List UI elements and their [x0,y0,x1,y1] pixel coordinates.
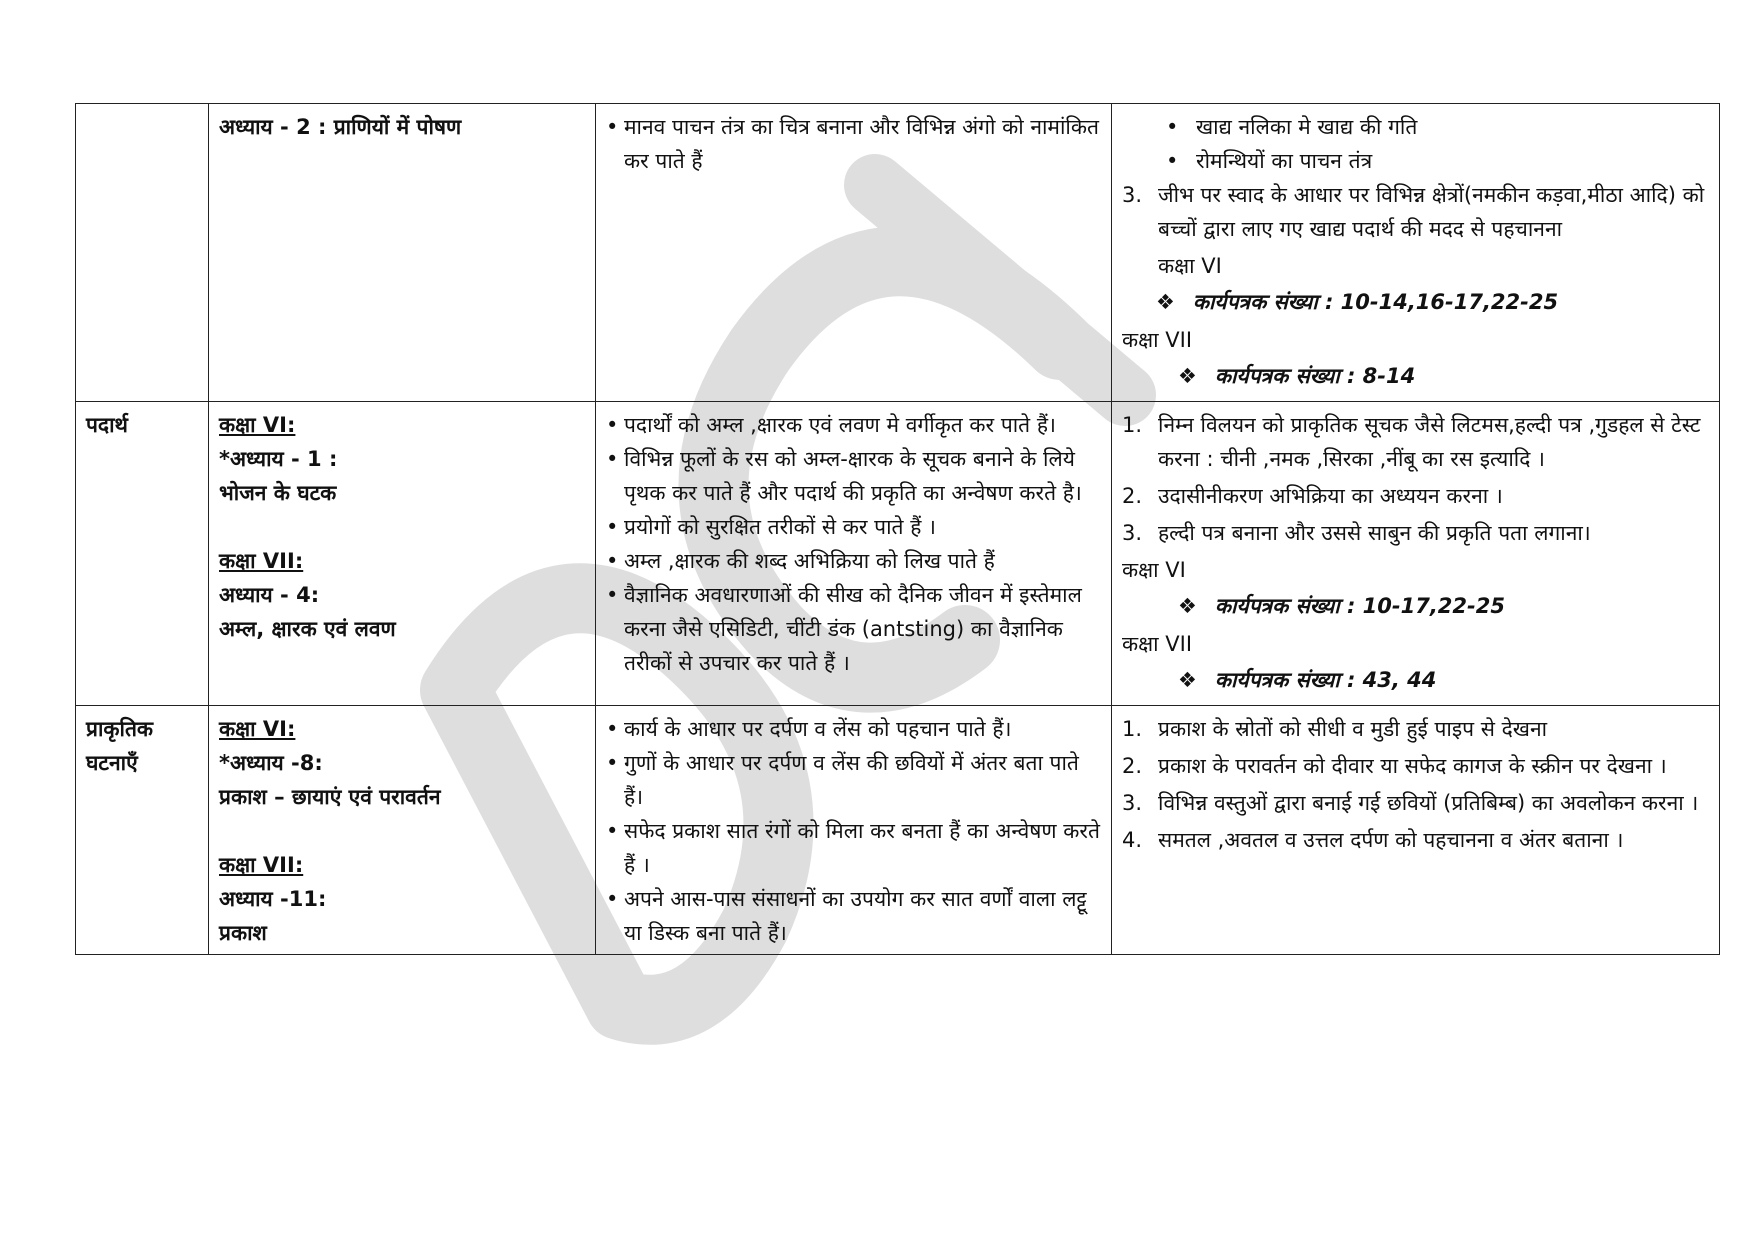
activity-item [1122,178,1709,246]
activity-text: विभिन्न वस्तुओं द्वारा बनाई गई छवियों (प्रतिबिम्ब) का अवलोकन करना । [1158,791,1699,815]
table-row [76,402,1720,706]
activities-list [1122,178,1709,246]
chapter-cell [209,104,596,402]
table-row [76,706,1720,955]
worksheet-line [1122,589,1709,623]
activities-cell [1112,104,1720,402]
outcome-item: • मानव पाचन तंत्र का चित्र बनाना और विभिन्न अंगो को नामांकित कर पाते हैं [606,110,1101,178]
activity-number: 3. [1122,791,1143,815]
activity-text: प्रकाश के स्रोतों को सीधी व मुडी हुई पाइप से देखना [1158,717,1548,741]
outcome-item: • वैज्ञानिक अवधारणाओं की सीख को दैनिक जीवन में इस्तेमाल करना जैसे एसिडिटी, चींटी डंक (antsting) का वैज्ञानिक तरीकों से उपचार कर पाते हैं । [606,578,1101,680]
topic-label: पदार्थ [86,413,128,437]
activity-text: निम्न विलयन को प्राकृतिक सूचक जैसे लिटमस,हल्दी पत्र ,गुडहल से टेस्ट करना : चीनी ,नमक ,सिरका ,नींबू का रस इत्यादि । [1158,413,1701,471]
outcomes-list [606,110,1101,178]
activity-text: उदासीनीकरण अभिक्रिया का अध्ययन करना । [1158,484,1503,508]
worksheet-line [1122,663,1709,697]
chapter-title: *अध्याय -8: [219,751,323,775]
activities-cell [1112,402,1720,706]
worksheet-line [1122,359,1709,393]
outcome-item: • अपने आस-पास संसाधनों का उपयोग कर सात वर्णों वाला लट्टू या डिस्क बना पाते हैं। [606,882,1101,950]
activities-list [1122,712,1709,857]
activity-number: 4. [1122,828,1143,852]
class-heading: कक्षा VI: [219,717,296,741]
activity-sub-item: • रोमन्थियों का पाचन तंत्र [1166,144,1709,178]
activity-text: हल्दी पत्र बनाना और उससे साबुन की प्रकृति पता लगाना। [1158,521,1591,545]
worksheet-numbers: कार्यपत्रक संख्या : 10-17,22-25 [1214,594,1505,618]
class-heading: कक्षा VII: [219,853,304,877]
activity-item [1122,408,1709,476]
outcomes-list [606,712,1101,950]
outcome-item: • विभिन्न फूलों के रस को अम्ल-क्षारक के सूचक बनाने के लिये पृथक कर पाते हैं और पदार्थ की प्रकृति का अन्वेषण करते है। [606,442,1101,510]
outcome-item: • कार्य के आधार पर दर्पण व लेंस को पहचान पाते हैं। [606,712,1101,746]
activity-sub-item: • खाद्य नलिका मे खाद्य की गति [1166,110,1709,144]
activity-number: 3. [1122,521,1143,545]
activity-number: 3. [1122,183,1143,207]
activity-item [1122,786,1709,820]
worksheet-numbers: कार्यपत्रक संख्या : 43, 44 [1214,668,1437,692]
activity-number: 1. [1122,413,1143,437]
outcomes-cell [596,706,1112,955]
chapter-title: भोजन के घटक [219,481,337,505]
activities-cell [1112,706,1720,955]
chapter-title: अध्याय - 2 : प्राणियों में पोषण [219,115,462,139]
activities-list [1122,408,1709,550]
activity-text: प्रकाश के परावर्तन को दीवार या सफेद कागज के स्क्रीन पर देखना । [1158,754,1667,778]
worksheet-line [1122,285,1709,319]
class-heading: कक्षा VII: [219,549,304,573]
chapter-title: प्रकाश [219,921,267,945]
outcome-item: • गुणों के आधार पर दर्पण व लेंस की छवियों में अंतर बता पाते हैं। [606,746,1101,814]
diamond-bullet-icon: ❖ [1178,364,1197,388]
outcome-item: • प्रयोगों को सुरक्षित तरीकों से कर पाते हैं । [606,510,1101,544]
chapter-title: अम्ल, क्षारक एवं लवण [219,617,396,641]
topic-cell [76,104,209,402]
outcomes-cell [596,104,1112,402]
diamond-bullet-icon: ❖ [1178,594,1197,618]
class-heading: कक्षा VI: [219,413,296,437]
activity-item [1122,712,1709,746]
outcome-item: • सफेद प्रकाश सात रंगों को मिला कर बनता हैं का अन्वेषण करते हैं । [606,814,1101,882]
chapter-title: अध्याय - 4: [219,583,320,607]
activity-text: समतल ,अवतल व उत्तल दर्पण को पहचानना व अंतर बताना । [1158,828,1624,852]
activity-number: 2. [1122,754,1143,778]
table-row [76,104,1720,402]
activity-item [1122,516,1709,550]
worksheet-class-label: कक्षा VII [1122,632,1193,656]
worksheet-class-label: कक्षा VI [1122,558,1186,582]
topic-cell [76,402,209,706]
activity-number: 2. [1122,484,1143,508]
outcome-item: • अम्ल ,क्षारक की शब्द अभिक्रिया को लिख पाते हैं [606,544,1101,578]
chapter-title: प्रकाश – छायाएं एवं परावर्तन [219,785,441,809]
topic-label: प्राकृतिक घटनाएँ [86,717,154,775]
curriculum-table [75,103,1720,955]
activity-sub-bullets [1122,110,1709,178]
diamond-bullet-icon: ❖ [1156,290,1175,314]
outcomes-list [606,408,1101,680]
activity-item [1122,823,1709,857]
chapter-cell [209,402,596,706]
chapter-title: अध्याय -11: [219,887,327,911]
outcome-item: • पदार्थों को अम्ल ,क्षारक एवं लवण मे वर्गीकृत कर पाते हैं। [606,408,1101,442]
activity-item [1122,479,1709,513]
diamond-bullet-icon: ❖ [1178,668,1197,692]
worksheet-numbers: कार्यपत्रक संख्या : 10-14,16-17,22-25 [1192,290,1559,314]
activity-number: 1. [1122,717,1143,741]
spacer [219,510,585,544]
chapter-title: *अध्याय - 1 : [219,447,338,471]
activity-item [1122,749,1709,783]
worksheet-class-label: कक्षा VI [1158,254,1222,278]
worksheet-class-label: कक्षा VII [1122,328,1193,352]
topic-cell [76,706,209,955]
activity-text: जीभ पर स्वाद के आधार पर विभिन्न क्षेत्रों(नमकीन कड़वा,मीठा आदि) को बच्चों द्वारा लाए गए खाद्य पदार्थ की मदद से पहचानना [1158,183,1705,241]
worksheet-numbers: कार्यपत्रक संख्या : 8-14 [1214,364,1416,388]
chapter-cell [209,706,596,955]
outcomes-cell [596,402,1112,706]
spacer [219,814,585,848]
